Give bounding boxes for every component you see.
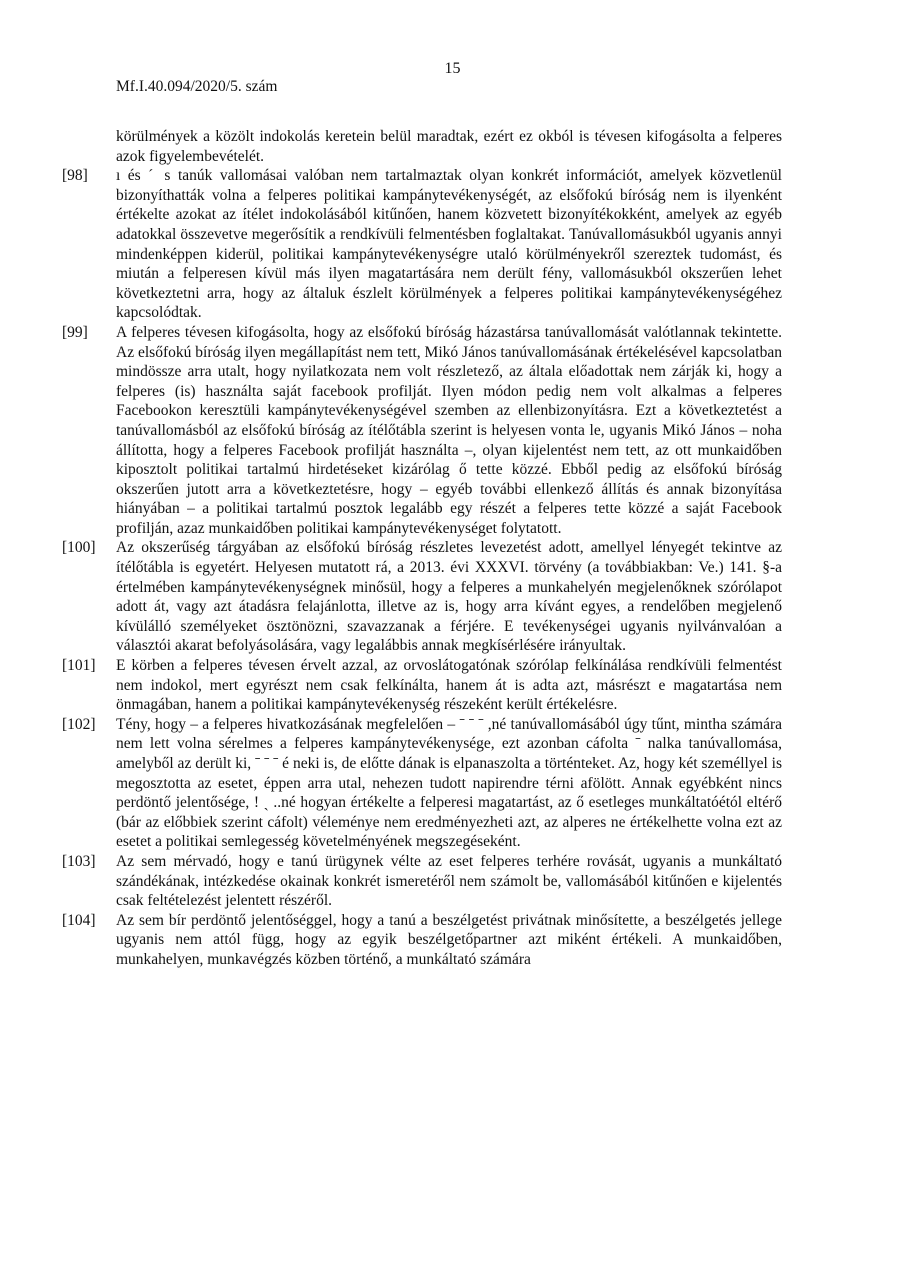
paragraph-98 xyxy=(62,166,782,323)
paragraph-104 xyxy=(62,911,782,970)
paragraph-100 xyxy=(62,538,782,656)
paragraph-text: körülmények a közölt indokolás keretein belül maradtak, ezért ez okból is tévesen kifogásolta a felperes azok figyelembevételét. xyxy=(116,128,782,165)
paragraph-text: A felperes tévesen kifogásolta, hogy az elsőfokú bíróság házastársa tanúvallomását valótlannak tekintette. Az elsőfokú bíróság ilyen megállapítást nem tett, Mikó János tanúvallomásának értékelésével kapcsolatban mindössze arra utalt, hogy nyilatkozata nem volt részletező, az általa előadottak nem zárják ki, hogy a felperes (is) használta saját facebook profilját. Ilyen módon pedig nem volt alkalmas a felperes Facebookon keresztüli kampánytevékenységével szemben az ellenbizonyításra. Ezt a következtetést a tanúvallomásból az elsőfokú bíróság az ítélőtábla szerint is helyesen vonta le, ugyanis Mikó János – noha állította, hogy a felperes Facebook profilját használta –, olyan kijelentést nem tett, az ott munkaidőben kiposztolt politikai tartalmú hirdetéseket kizárólag ő tette közzé. Ebből pedig az elsőfokú bíróság okszerűen jutott arra a következtetésre, hogy – egyéb további ellenkező állítás és annak bizonyítása hiányában – a politikai tartalmú posztok legalább egy részét a felperes tette közzé a saját Facebook profilján, azaz munkaidőben politikai kampánytevékenységet folytatott. xyxy=(116,323,782,537)
paragraph-number: [101] xyxy=(62,657,96,675)
paragraph-number: [102] xyxy=(62,715,96,733)
paragraph-101 xyxy=(62,656,782,715)
paragraph-continued xyxy=(116,127,782,166)
paragraph-text: E körben a felperes tévesen érvelt azzal, az orvoslátogatónak szórólap felkínálása rendkívüli felmentést nem indokol, mert egyrészt nem csak felkínálta, hanem át is adta azt, másrészt e magatartása nem önmagában, hanem a politikai kampánytevékenység részeként került értékelésre. xyxy=(116,657,782,714)
paragraph-102 xyxy=(62,715,782,852)
paragraph-99 xyxy=(62,323,782,539)
paragraph-text: ı és ˊ s tanúk vallomásai valóban nem tartalmaztak olyan konkrét információt, amelyek közvetlenül bizonyíthatták volna a felperes politikai kampánytevékenységét, az elsőfokú bíróság nem is ilyenként értékelte azokat az ítélet indokolásából kitűnően, hanem közvetett bizonyítékokként, amelyek az egyéb adatokkal összevetve megerősítik a rendkívüli felmentésben foglaltakat. Tanúvallomásukból ugyanis annyi mindenképpen kiderül, politikai kampánytevékenységre utaló körülményekről szereztek tudomást, és miután a felperesen kívül más ilyen magatartására nem derült fény, vallomásukból okszerűen lehet következtetni arra, hogy az általuk észlelt körülmények a felperes politikai kampánytevékenységéhez kapcsolódtak. xyxy=(116,167,782,322)
paragraph-text: Az okszerűség tárgyában az elsőfokú bíróság részletes levezetést adott, amellyel lényegét tekintve az ítélőtábla is egyetért. Helyesen mutatott rá, a 2013. évi XXXVI. törvény (a továbbiakban: Ve.) 141. §-a értelmében kampánytevékenységnek minősül, hogy a felperes a munkahelyén megjelenőknek szórólapot adott át, vagy azt átadásra felajánlotta, illetve az is, hogy arra kívánt egyes, a rendelőben megjelenő kívülálló személyeket ösztönözni, szavazzanak a férjére. E tevékenységei ugyanis nyilvánvalóan a választói akarat befolyásolására, vagy legalábbis annak megkísérlésére irányultak. xyxy=(116,539,782,655)
paragraph-text: Az sem bír perdöntő jelentőséggel, hogy a tanú a beszélgetést privátnak minősítette, a beszélgetés jellege ugyanis nem attól függ, hogy az egyik beszélgetőpartner azt miként értékeli. A munkaidőben, munkahelyen, munkavégzés közben történő, a munkáltató számára xyxy=(116,911,782,968)
page-number: 15 xyxy=(444,60,461,77)
paragraph-number: [104] xyxy=(62,911,96,929)
paragraph-number: [103] xyxy=(62,852,96,870)
paragraph-103 xyxy=(62,852,782,911)
paragraph-number: [99] xyxy=(62,323,88,341)
case-number: Mf.I.40.094/2020/5. szám xyxy=(116,78,278,95)
paragraph-number: [98] xyxy=(62,167,88,185)
paragraph-number: [100] xyxy=(62,539,96,557)
document-body xyxy=(62,127,782,970)
paragraph-text: Az sem mérvadó, hogy e tanú ürügynek vélte az eset felperes terhére rovását, ugyanis a munkáltató szándékának, intézkedése okainak konkrét ismeretéről nem számolt be, vallomásából kitűnően e kijelentés csak feltételezést jelentett részéről. xyxy=(116,852,782,910)
paragraph-text: Tény, hogy – a felperes hivatkozásának megfelelően – ˉ ˉ ˉ ,né tanúvallomásából úgy tűnt, mintha számára nem lett volna sérelmes a felperes kampánytevékenysége, ezt azonban cáfolta ˉ nalka tanúvallomása, amelyből az derült ki, ˉ ˉ ˉ é neki is, de előtte dának is elpanaszolta a történteket. Az, hogy két személlyel is megosztotta az esetet, éppen arra utal, nehezen tudott napirendre térni afölött. Annak egyébként nincs perdöntő jelentősége, ! ˏ ..né hogyan értékelte a felperesi magatartást, az ő esetleges munkáltatóétól eltérő (bár az előbbiek szerint cáfolt) véleménye nem eredményezheti azt, az alperes ne értékelhette volna ezt az esetet a politikai semlegesség követelményének megszegéseként. xyxy=(116,715,782,851)
